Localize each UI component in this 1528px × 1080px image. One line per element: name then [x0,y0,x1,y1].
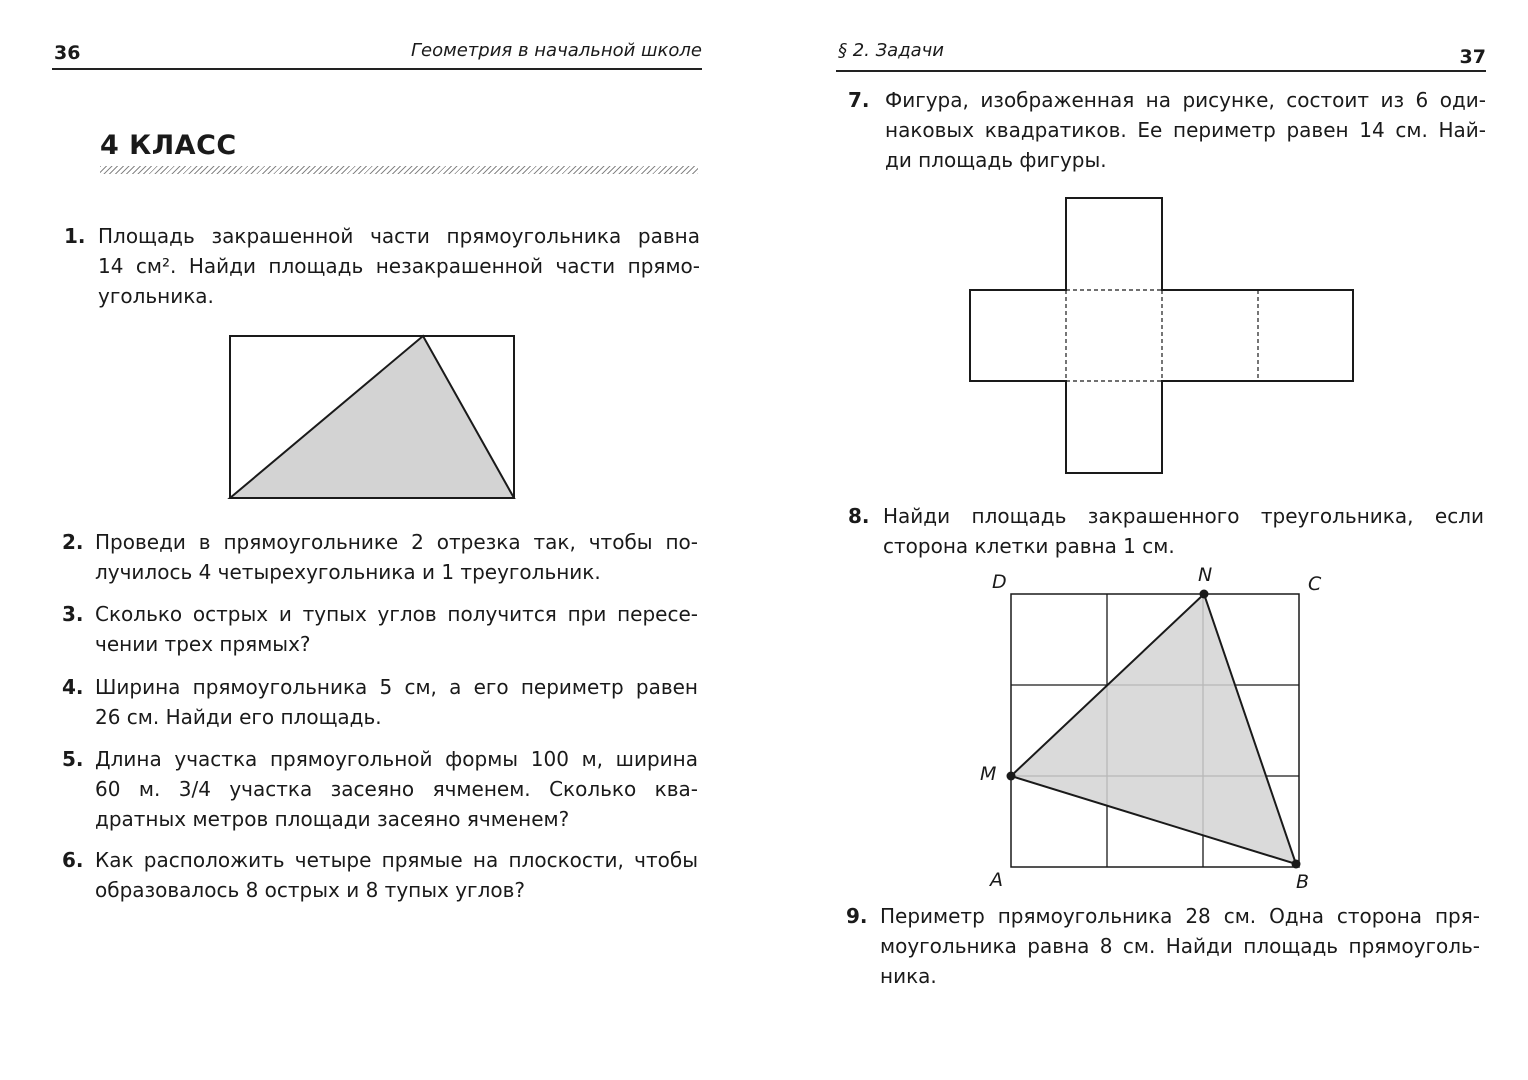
label-d: D [992,571,1007,593]
task-line: Длина участка прямоугольной формы 100 м, ширина [95,747,698,771]
task-3 [62,600,698,660]
figure-grid-triangle [980,560,1330,900]
task-line: Найди площадь закрашенного треугольника, если [883,504,1484,528]
task-6 [62,846,698,906]
task-line: Как расположить четыре прямые на плоскости, чтобы [95,848,698,872]
label-m: M [980,763,997,785]
task-line: дратных метров площади засеяно ячменем? [95,807,570,831]
task-2 [62,528,698,588]
task-line: чении трех прямых? [95,632,311,656]
label-c: C [1308,573,1322,595]
figure-cross-shape [960,190,1360,480]
task-line: Фигура, изображенная на рисунке, состоит из 6 оди- [885,88,1486,112]
task-7 [848,86,1486,176]
task-8 [848,502,1484,562]
label-a: A [990,869,1003,891]
task-line: 14 см². Найди площадь незакрашенной части прямо- [98,254,700,278]
point-b [1292,860,1301,869]
shaded-triangle-mnb [1011,594,1296,864]
point-n [1200,590,1209,599]
task-line: Проведи в прямоугольнике 2 отрезка так, чтобы по- [95,530,698,554]
task-number: 4. [62,675,84,699]
label-n: N [1198,564,1213,586]
left-page-number: 36 [54,42,81,64]
task-number: 5. [62,747,84,771]
task-line: Площадь закрашенной части прямоугольника равна [98,224,700,248]
task-number: 6. [62,848,84,872]
task-1 [64,222,700,312]
task-number: 9. [846,904,868,928]
left-header-rule [52,68,702,70]
task-9 [846,902,1482,992]
shaded-triangle [230,336,514,498]
task-5 [62,745,698,835]
task-line: ника. [880,964,937,988]
task-line: сторона клетки равна 1 см. [883,534,1175,558]
task-line: Периметр прямоугольника 28 см. Одна сторона пря- [880,904,1480,928]
right-running-title: § 2. Задачи [838,40,944,61]
left-running-title: Геометрия в начальной школе [411,40,702,61]
task-line: Сколько острых и тупых углов получится при пересе- [95,602,698,626]
task-line: образовалось 8 острых и 8 тупых углов? [95,878,525,902]
section-heading: 4 КЛАСС [100,130,237,161]
task-line: 26 см. Найди его площадь. [95,705,382,729]
point-m [1007,772,1016,781]
heading-underline [100,166,698,174]
task-line: наковых квадратиков. Ее периметр равен 14 см. Най- [885,118,1486,142]
label-b: B [1296,871,1310,893]
task-number: 8. [848,504,870,528]
task-number: 7. [848,88,870,112]
right-header-rule [836,70,1486,72]
task-line: моугольника равна 8 см. Найди площадь прямоуголь- [880,934,1480,958]
task-line: ди площадь фигуры. [885,148,1107,172]
figure-rectangle-triangle [220,328,524,506]
task-line: 60 м. 3/4 участка засеяно ячменем. Сколько ква- [95,777,698,801]
task-line: лучилось 4 четырехугольника и 1 треугольник. [95,560,601,584]
task-line: угольника. [98,284,214,308]
right-page-number: 37 [1459,46,1486,68]
task-line: Ширина прямоугольника 5 см, а его периметр равен [95,675,698,699]
task-number: 1. [64,224,86,248]
task-number: 2. [62,530,84,554]
task-4 [62,673,698,733]
task-number: 3. [62,602,84,626]
